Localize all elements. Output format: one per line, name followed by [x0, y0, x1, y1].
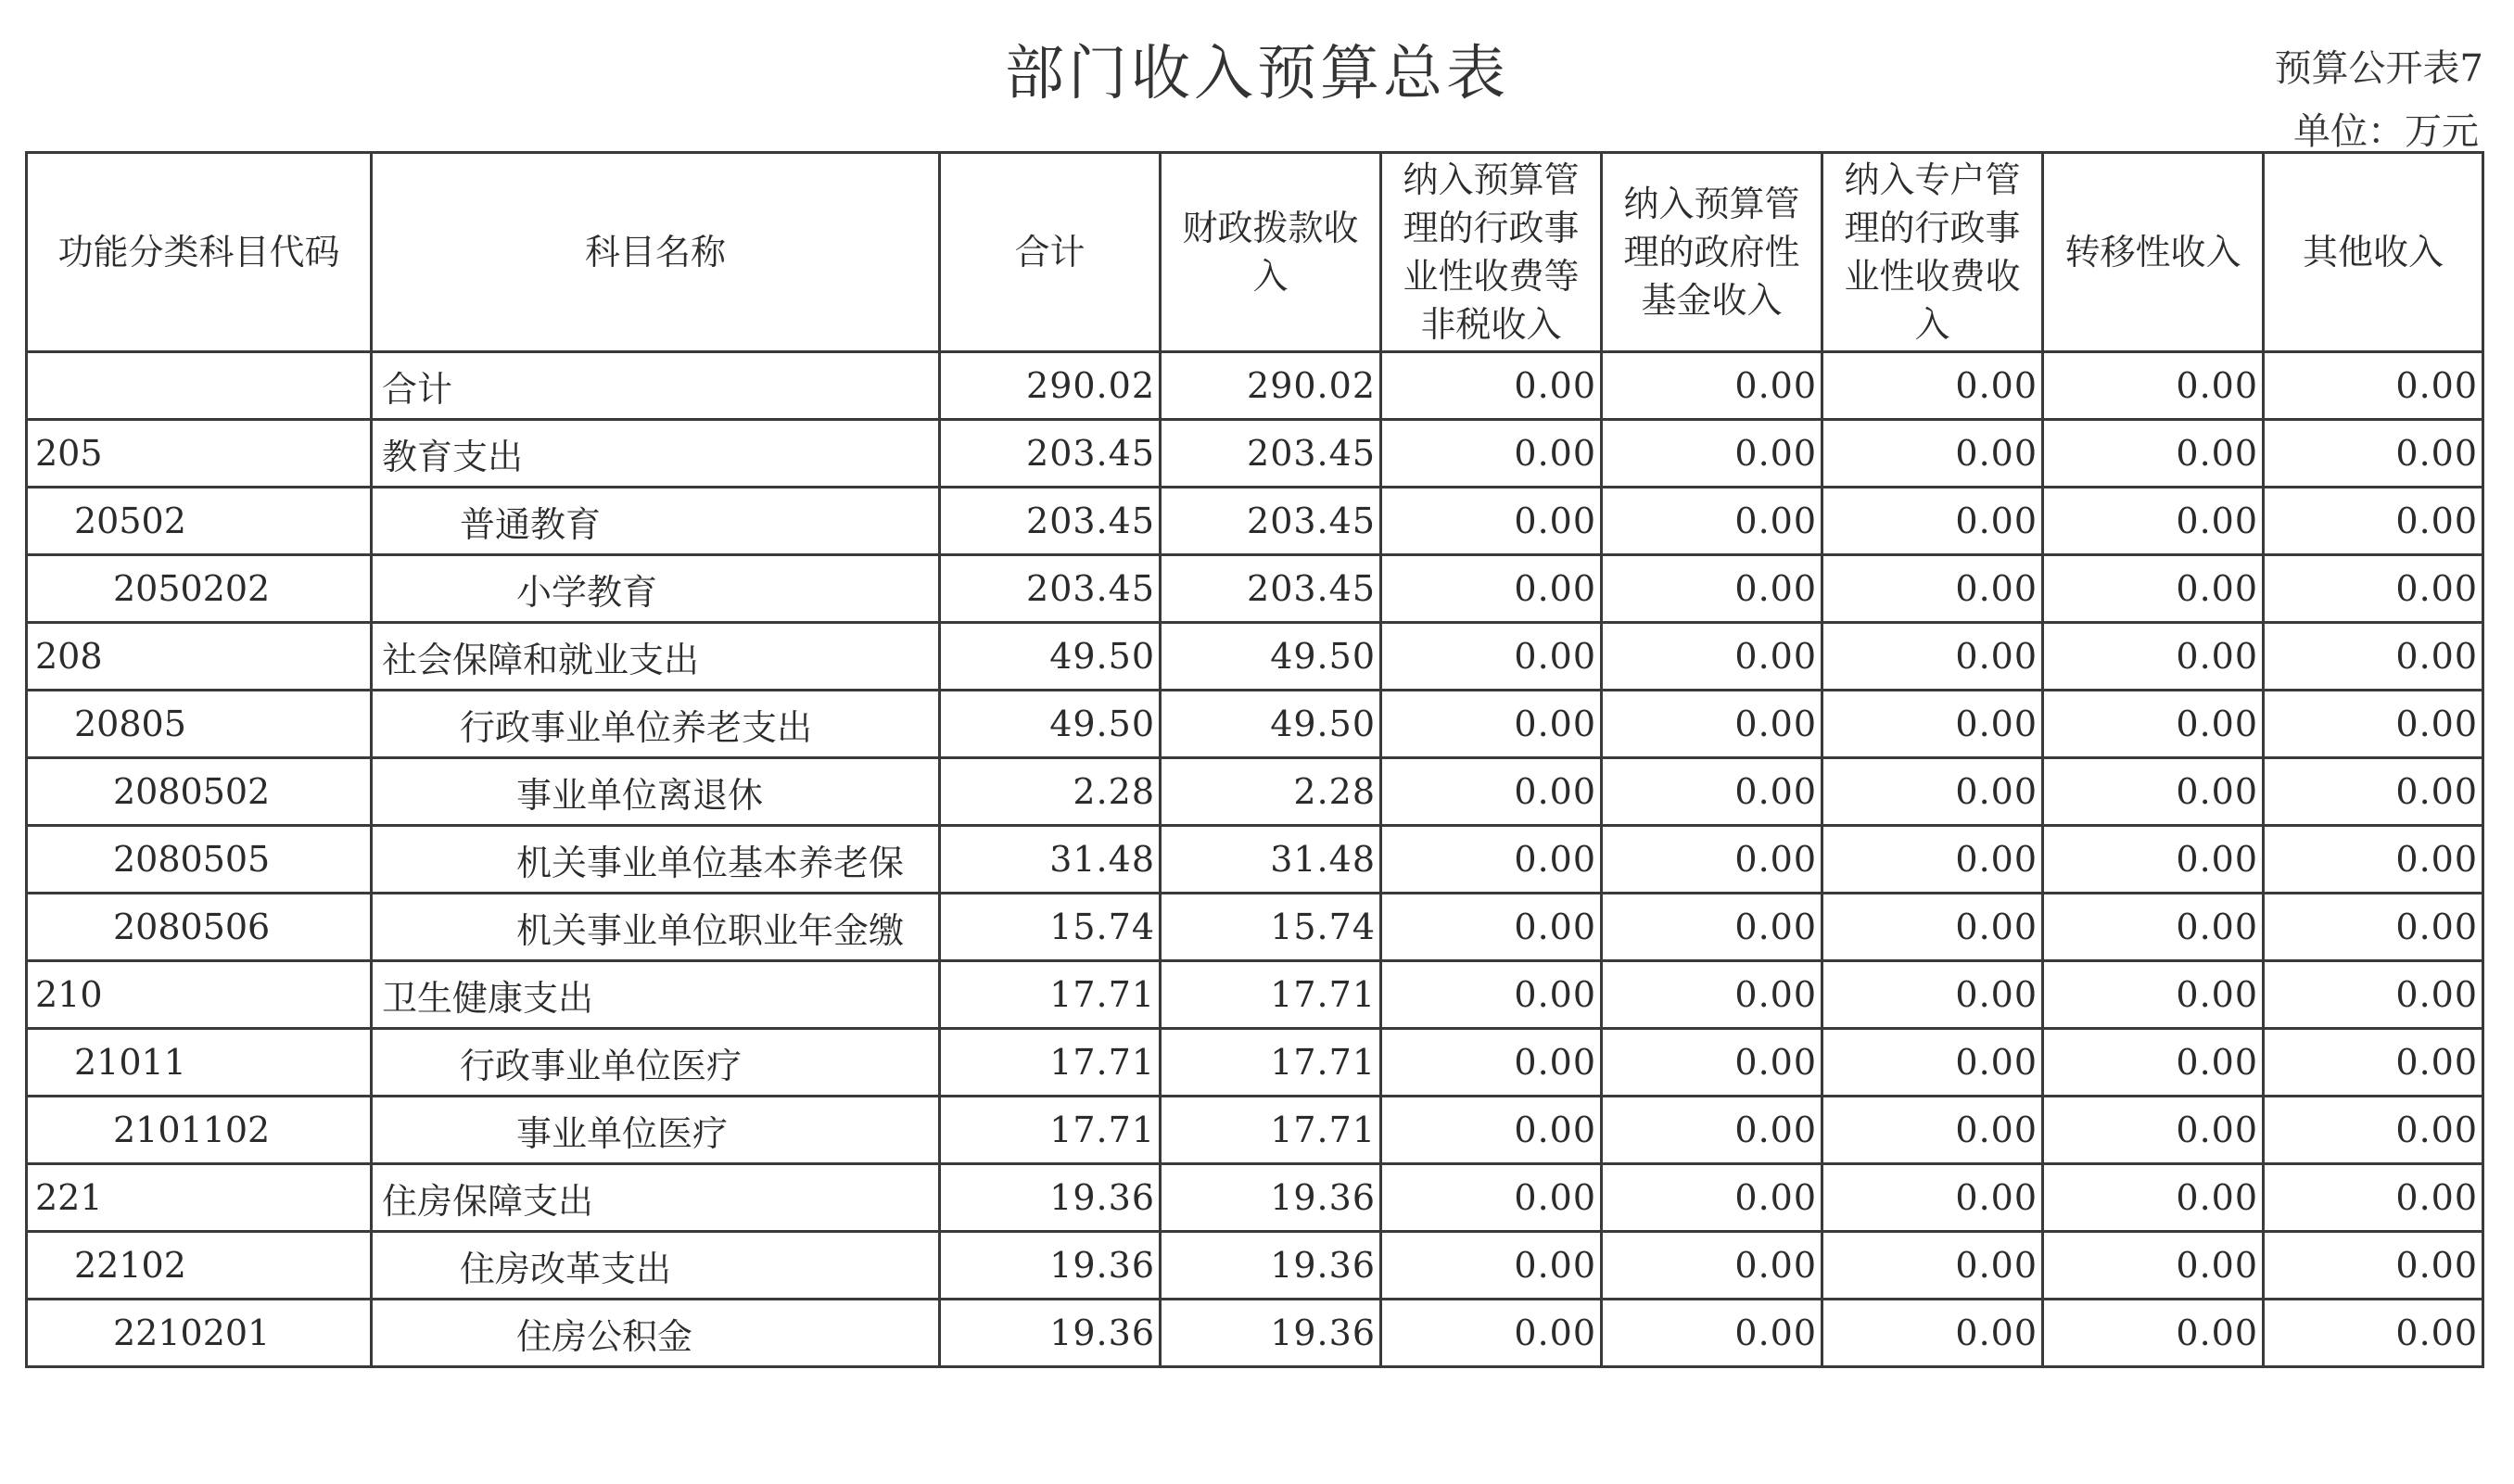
cell-nontax: 0.00	[1381, 1232, 1602, 1300]
cell-nontax: 0.00	[1381, 894, 1602, 961]
cell-code: 20502	[27, 488, 372, 555]
cell-nontax: 0.00	[1381, 623, 1602, 691]
cell-name: 社会保障和就业支出	[372, 623, 940, 691]
cell-name: 机关事业单位基本养老保	[372, 826, 940, 894]
budget-table	[25, 151, 2484, 1368]
cell-other: 0.00	[2264, 758, 2483, 826]
cell-other: 0.00	[2264, 1300, 2483, 1367]
table-row	[27, 691, 2483, 758]
header-total: 合计	[940, 153, 1161, 352]
cell-total: 31.48	[940, 826, 1161, 894]
cell-name: 住房改革支出	[372, 1232, 940, 1300]
cell-gov-fund: 0.00	[1602, 1097, 1822, 1164]
cell-special-account: 0.00	[1822, 758, 2043, 826]
cell-other: 0.00	[2264, 420, 2483, 488]
cell-special-account: 0.00	[1822, 826, 2043, 894]
table-header	[27, 153, 2483, 352]
cell-nontax: 0.00	[1381, 555, 1602, 623]
cell-total: 15.74	[940, 894, 1161, 961]
table-number: 预算公开表7	[2274, 47, 2483, 90]
cell-name: 普通教育	[372, 488, 940, 555]
cell-name: 合计	[372, 352, 940, 420]
table-row	[27, 1029, 2483, 1097]
cell-nontax: 0.00	[1381, 1164, 1602, 1232]
cell-gov-fund: 0.00	[1602, 1300, 1822, 1367]
cell-nontax: 0.00	[1381, 826, 1602, 894]
cell-fiscal: 17.71	[1161, 1029, 1381, 1097]
cell-total: 203.45	[940, 488, 1161, 555]
cell-transfer: 0.00	[2043, 961, 2264, 1029]
cell-gov-fund: 0.00	[1602, 1164, 1822, 1232]
cell-nontax: 0.00	[1381, 691, 1602, 758]
table-body	[27, 352, 2483, 1367]
cell-name: 小学教育	[372, 555, 940, 623]
cell-name: 住房公积金	[372, 1300, 940, 1367]
cell-nontax: 0.00	[1381, 961, 1602, 1029]
cell-total: 19.36	[940, 1232, 1161, 1300]
cell-code	[27, 352, 372, 420]
cell-fiscal: 2.28	[1161, 758, 1381, 826]
cell-fiscal: 203.45	[1161, 488, 1381, 555]
cell-other: 0.00	[2264, 1097, 2483, 1164]
cell-nontax: 0.00	[1381, 352, 1602, 420]
header-special-account: 纳入专户管理的行政事业性收费收入	[1822, 153, 2043, 352]
cell-other: 0.00	[2264, 488, 2483, 555]
cell-transfer: 0.00	[2043, 1029, 2264, 1097]
cell-special-account: 0.00	[1822, 1029, 2043, 1097]
cell-fiscal: 290.02	[1161, 352, 1381, 420]
table-row	[27, 894, 2483, 961]
cell-other: 0.00	[2264, 1029, 2483, 1097]
cell-code: 21011	[27, 1029, 372, 1097]
cell-total: 2.28	[940, 758, 1161, 826]
table-row	[27, 555, 2483, 623]
cell-total: 17.71	[940, 1097, 1161, 1164]
cell-gov-fund: 0.00	[1602, 758, 1822, 826]
cell-total: 19.36	[940, 1300, 1161, 1367]
cell-fiscal: 203.45	[1161, 555, 1381, 623]
cell-special-account: 0.00	[1822, 623, 2043, 691]
cell-special-account: 0.00	[1822, 1097, 2043, 1164]
cell-transfer: 0.00	[2043, 691, 2264, 758]
cell-other: 0.00	[2264, 352, 2483, 420]
cell-name: 事业单位离退休	[372, 758, 940, 826]
table-row	[27, 1300, 2483, 1367]
cell-other: 0.00	[2264, 1232, 2483, 1300]
table-row	[27, 826, 2483, 894]
cell-fiscal: 19.36	[1161, 1232, 1381, 1300]
header-nontax: 纳入预算管理的行政事业性收费等非税收入	[1381, 153, 1602, 352]
cell-fiscal: 19.36	[1161, 1164, 1381, 1232]
cell-transfer: 0.00	[2043, 1097, 2264, 1164]
cell-code: 2080506	[27, 894, 372, 961]
cell-code: 2101102	[27, 1097, 372, 1164]
cell-transfer: 0.00	[2043, 826, 2264, 894]
header-fiscal: 财政拨款收入	[1161, 153, 1381, 352]
cell-transfer: 0.00	[2043, 555, 2264, 623]
cell-nontax: 0.00	[1381, 1300, 1602, 1367]
cell-nontax: 0.00	[1381, 488, 1602, 555]
table-row	[27, 623, 2483, 691]
table-row	[27, 961, 2483, 1029]
header-row	[27, 153, 2483, 352]
cell-fiscal: 49.50	[1161, 691, 1381, 758]
cell-name: 卫生健康支出	[372, 961, 940, 1029]
cell-code: 208	[27, 623, 372, 691]
cell-nontax: 0.00	[1381, 420, 1602, 488]
cell-other: 0.00	[2264, 691, 2483, 758]
cell-total: 17.71	[940, 1029, 1161, 1097]
cell-code: 2080502	[27, 758, 372, 826]
cell-code: 2050202	[27, 555, 372, 623]
cell-special-account: 0.00	[1822, 894, 2043, 961]
cell-gov-fund: 0.00	[1602, 826, 1822, 894]
cell-transfer: 0.00	[2043, 1232, 2264, 1300]
cell-other: 0.00	[2264, 826, 2483, 894]
cell-code: 20805	[27, 691, 372, 758]
cell-other: 0.00	[2264, 623, 2483, 691]
cell-name: 住房保障支出	[372, 1164, 940, 1232]
header-other: 其他收入	[2264, 153, 2483, 352]
page-title: 部门收入预算总表	[1005, 40, 1509, 108]
cell-gov-fund: 0.00	[1602, 420, 1822, 488]
cell-name: 行政事业单位医疗	[372, 1029, 940, 1097]
cell-code: 22102	[27, 1232, 372, 1300]
cell-gov-fund: 0.00	[1602, 961, 1822, 1029]
cell-transfer: 0.00	[2043, 488, 2264, 555]
table-row	[27, 758, 2483, 826]
cell-name: 行政事业单位养老支出	[372, 691, 940, 758]
cell-nontax: 0.00	[1381, 758, 1602, 826]
cell-other: 0.00	[2264, 1164, 2483, 1232]
cell-special-account: 0.00	[1822, 961, 2043, 1029]
cell-gov-fund: 0.00	[1602, 691, 1822, 758]
cell-gov-fund: 0.00	[1602, 1232, 1822, 1300]
cell-special-account: 0.00	[1822, 420, 2043, 488]
table-row	[27, 1232, 2483, 1300]
cell-total: 19.36	[940, 1164, 1161, 1232]
unit-label: 单位：万元	[2293, 110, 2479, 153]
cell-gov-fund: 0.00	[1602, 1029, 1822, 1097]
cell-other: 0.00	[2264, 961, 2483, 1029]
cell-gov-fund: 0.00	[1602, 555, 1822, 623]
table-row	[27, 420, 2483, 488]
table-row	[27, 1164, 2483, 1232]
cell-gov-fund: 0.00	[1602, 894, 1822, 961]
cell-transfer: 0.00	[2043, 894, 2264, 961]
cell-total: 203.45	[940, 420, 1161, 488]
cell-nontax: 0.00	[1381, 1029, 1602, 1097]
table-row	[27, 488, 2483, 555]
cell-name: 机关事业单位职业年金缴	[372, 894, 940, 961]
cell-transfer: 0.00	[2043, 352, 2264, 420]
cell-name: 事业单位医疗	[372, 1097, 940, 1164]
cell-fiscal: 19.36	[1161, 1300, 1381, 1367]
cell-transfer: 0.00	[2043, 623, 2264, 691]
cell-special-account: 0.00	[1822, 1300, 2043, 1367]
cell-special-account: 0.00	[1822, 1164, 2043, 1232]
cell-special-account: 0.00	[1822, 488, 2043, 555]
cell-total: 49.50	[940, 691, 1161, 758]
cell-total: 290.02	[940, 352, 1161, 420]
cell-total: 49.50	[940, 623, 1161, 691]
cell-transfer: 0.00	[2043, 420, 2264, 488]
cell-fiscal: 15.74	[1161, 894, 1381, 961]
cell-fiscal: 17.71	[1161, 1097, 1381, 1164]
cell-fiscal: 49.50	[1161, 623, 1381, 691]
cell-transfer: 0.00	[2043, 1300, 2264, 1367]
cell-other: 0.00	[2264, 894, 2483, 961]
table-row	[27, 1097, 2483, 1164]
cell-code: 221	[27, 1164, 372, 1232]
cell-total: 17.71	[940, 961, 1161, 1029]
cell-code: 205	[27, 420, 372, 488]
cell-fiscal: 31.48	[1161, 826, 1381, 894]
cell-transfer: 0.00	[2043, 1164, 2264, 1232]
cell-code: 210	[27, 961, 372, 1029]
cell-special-account: 0.00	[1822, 691, 2043, 758]
header-code: 功能分类科目代码	[27, 153, 372, 352]
cell-gov-fund: 0.00	[1602, 488, 1822, 555]
table-row	[27, 352, 2483, 420]
cell-total: 203.45	[940, 555, 1161, 623]
cell-fiscal: 17.71	[1161, 961, 1381, 1029]
cell-fiscal: 203.45	[1161, 420, 1381, 488]
cell-code: 2080505	[27, 826, 372, 894]
cell-special-account: 0.00	[1822, 352, 2043, 420]
cell-other: 0.00	[2264, 555, 2483, 623]
cell-gov-fund: 0.00	[1602, 352, 1822, 420]
cell-code: 2210201	[27, 1300, 372, 1367]
header-transfer: 转移性收入	[2043, 153, 2264, 352]
cell-special-account: 0.00	[1822, 1232, 2043, 1300]
cell-name: 教育支出	[372, 420, 940, 488]
header-name: 科目名称	[372, 153, 940, 352]
header-gov-fund: 纳入预算管理的政府性基金收入	[1602, 153, 1822, 352]
cell-gov-fund: 0.00	[1602, 623, 1822, 691]
cell-nontax: 0.00	[1381, 1097, 1602, 1164]
cell-transfer: 0.00	[2043, 758, 2264, 826]
cell-special-account: 0.00	[1822, 555, 2043, 623]
